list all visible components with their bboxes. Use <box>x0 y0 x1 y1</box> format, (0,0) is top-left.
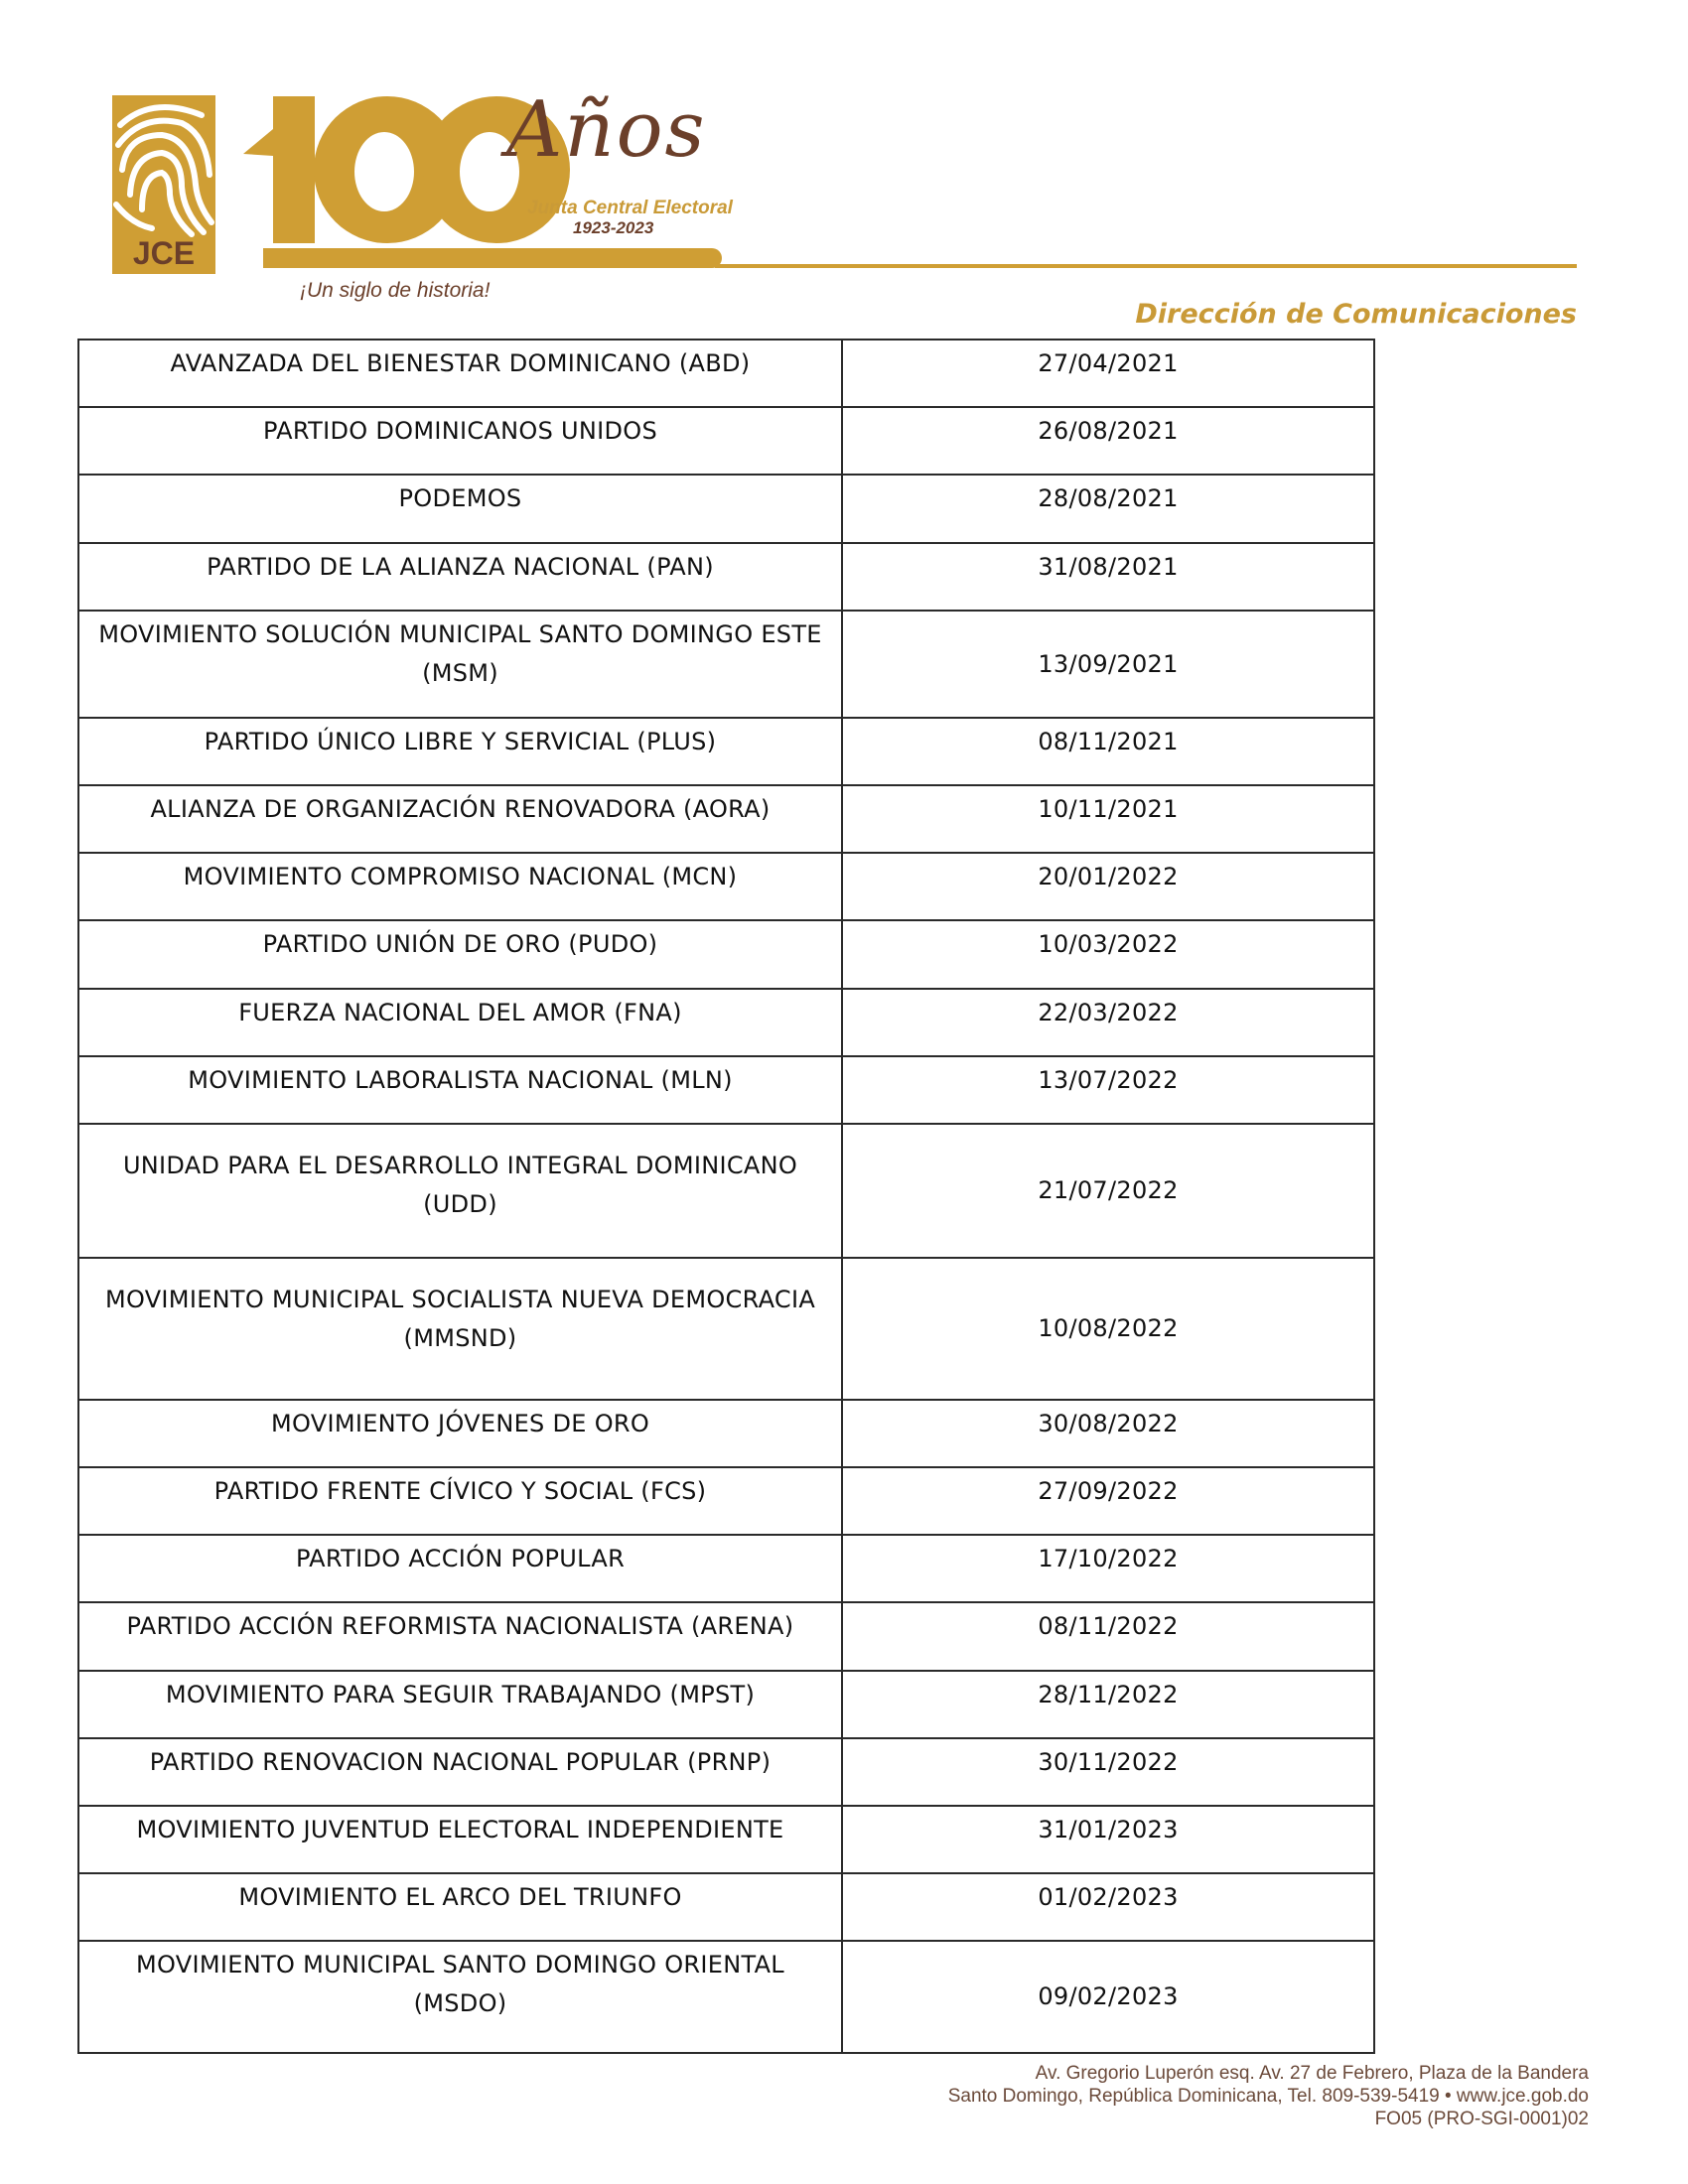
registration-date-cell: 08/11/2021 <box>842 718 1374 785</box>
table-row <box>78 718 1374 785</box>
registration-date-cell: 17/10/2022 <box>842 1535 1374 1602</box>
registration-date-cell: 10/11/2021 <box>842 785 1374 853</box>
party-name-cell: PARTIDO RENOVACION NACIONAL POPULAR (PRNP) <box>78 1738 842 1806</box>
registration-date-cell: 10/03/2022 <box>842 920 1374 989</box>
department-title: Dirección de Comunicaciones <box>1135 299 1577 330</box>
party-name-cell: MOVIMIENTO JÓVENES DE ORO <box>78 1400 842 1467</box>
footer-line-address: Av. Gregorio Luperón esq. Av. 27 de Febrero, Plaza de la Bandera <box>1035 2063 1589 2084</box>
table-row <box>78 1467 1374 1535</box>
party-name-cell: PARTIDO ACCIÓN POPULAR <box>78 1535 842 1602</box>
party-name-cell: FUERZA NACIONAL DEL AMOR (FNA) <box>78 989 842 1056</box>
registration-date-cell: 30/11/2022 <box>842 1738 1374 1806</box>
footer-line-contact: Santo Domingo, República Dominicana, Tel. 809-539-5419 • www.jce.gob.do <box>947 2086 1589 2107</box>
table-row <box>78 543 1374 611</box>
table-row <box>78 989 1374 1056</box>
table-row <box>78 853 1374 920</box>
organization-name: Junta Central Electoral <box>527 198 733 218</box>
party-name-cell: MOVIMIENTO MUNICIPAL SOCIALISTA NUEVA DEMOCRACIA (MMSND) <box>78 1258 842 1400</box>
party-name-cell: PARTIDO ACCIÓN REFORMISTA NACIONALISTA (ARENA) <box>78 1602 842 1671</box>
table-row <box>78 1124 1374 1258</box>
registration-date-cell: 31/08/2021 <box>842 543 1374 611</box>
table-row <box>78 1535 1374 1602</box>
organization-years: 1923-2023 <box>573 218 654 237</box>
party-name-cell: PARTIDO FRENTE CÍVICO Y SOCIAL (FCS) <box>78 1467 842 1535</box>
registration-date-cell: 20/01/2022 <box>842 853 1374 920</box>
party-name-cell: PODEMOS <box>78 475 842 543</box>
table-row <box>78 1806 1374 1873</box>
table-row <box>78 1056 1374 1124</box>
table-row <box>78 340 1374 407</box>
registration-date-cell: 09/02/2023 <box>842 1941 1374 2053</box>
table-row <box>78 920 1374 989</box>
registration-date-cell: 30/08/2022 <box>842 1400 1374 1467</box>
registration-date-cell: 26/08/2021 <box>842 407 1374 475</box>
registration-date-cell: 22/03/2022 <box>842 989 1374 1056</box>
registration-date-cell: 28/08/2021 <box>842 475 1374 543</box>
table-row <box>78 1873 1374 1941</box>
gold-bar <box>263 248 722 268</box>
party-name-cell: MOVIMIENTO PARA SEGUIR TRABAJANDO (MPST) <box>78 1671 842 1738</box>
party-name-cell: MOVIMIENTO COMPROMISO NACIONAL (MCN) <box>78 853 842 920</box>
parties-table <box>77 339 1375 2054</box>
party-name-cell: MOVIMIENTO LABORALISTA NACIONAL (MLN) <box>78 1056 842 1124</box>
table-row <box>78 475 1374 543</box>
registration-date-cell: 28/11/2022 <box>842 1671 1374 1738</box>
jce-fingerprint-logo <box>112 95 215 274</box>
jce-logo-text: JCE <box>132 235 196 271</box>
party-name-cell: PARTIDO DE LA ALIANZA NACIONAL (PAN) <box>78 543 842 611</box>
table-row <box>78 785 1374 853</box>
slogan: ¡Un siglo de historia! <box>300 279 491 302</box>
party-name-cell: ALIANZA DE ORGANIZACIÓN RENOVADORA (AORA) <box>78 785 842 853</box>
registration-date-cell: 27/09/2022 <box>842 1467 1374 1535</box>
table-row <box>78 1941 1374 2053</box>
table-row <box>78 1602 1374 1671</box>
logo-100-text: 100 <box>243 94 245 95</box>
table-row <box>78 1671 1374 1738</box>
header-divider <box>715 264 1577 268</box>
registration-date-cell: 21/07/2022 <box>842 1124 1374 1258</box>
party-name-cell: MOVIMIENTO MUNICIPAL SANTO DOMINGO ORIENTAL (MSDO) <box>78 1941 842 2053</box>
party-name-cell: MOVIMIENTO SOLUCIÓN MUNICIPAL SANTO DOMINGO ESTE (MSM) <box>78 611 842 718</box>
party-name-cell: MOVIMIENTO JUVENTUD ELECTORAL INDEPENDIENTE <box>78 1806 842 1873</box>
table-row <box>78 1738 1374 1806</box>
registration-date-cell: 31/01/2023 <box>842 1806 1374 1873</box>
table-row <box>78 611 1374 718</box>
party-name-cell: MOVIMIENTO EL ARCO DEL TRIUNFO <box>78 1873 842 1941</box>
footer-address <box>948 2062 1589 2130</box>
table-row <box>78 407 1374 475</box>
registration-date-cell: 13/07/2022 <box>842 1056 1374 1124</box>
table-row <box>78 1258 1374 1400</box>
party-name-cell: PARTIDO UNIÓN DE ORO (PUDO) <box>78 920 842 989</box>
party-name-cell: PARTIDO ÚNICO LIBRE Y SERVICIAL (PLUS) <box>78 718 842 785</box>
party-name-cell: UNIDAD PARA EL DESARROLLO INTEGRAL DOMINICANO (UDD) <box>78 1124 842 1258</box>
registration-date-cell: 10/08/2022 <box>842 1258 1374 1400</box>
footer-line-form-code: FO05 (PRO-SGI-0001)02 <box>1374 2109 1589 2129</box>
registration-date-cell: 27/04/2021 <box>842 340 1374 407</box>
registration-date-cell: 01/02/2023 <box>842 1873 1374 1941</box>
table-row <box>78 1400 1374 1467</box>
party-name-cell: AVANZADA DEL BIENESTAR DOMINICANO (ABD) <box>78 340 842 407</box>
anos-script-text: Años <box>506 85 707 175</box>
party-name-cell: PARTIDO DOMINICANOS UNIDOS <box>78 407 842 475</box>
registration-date-cell: 08/11/2022 <box>842 1602 1374 1671</box>
registration-date-cell: 13/09/2021 <box>842 611 1374 718</box>
